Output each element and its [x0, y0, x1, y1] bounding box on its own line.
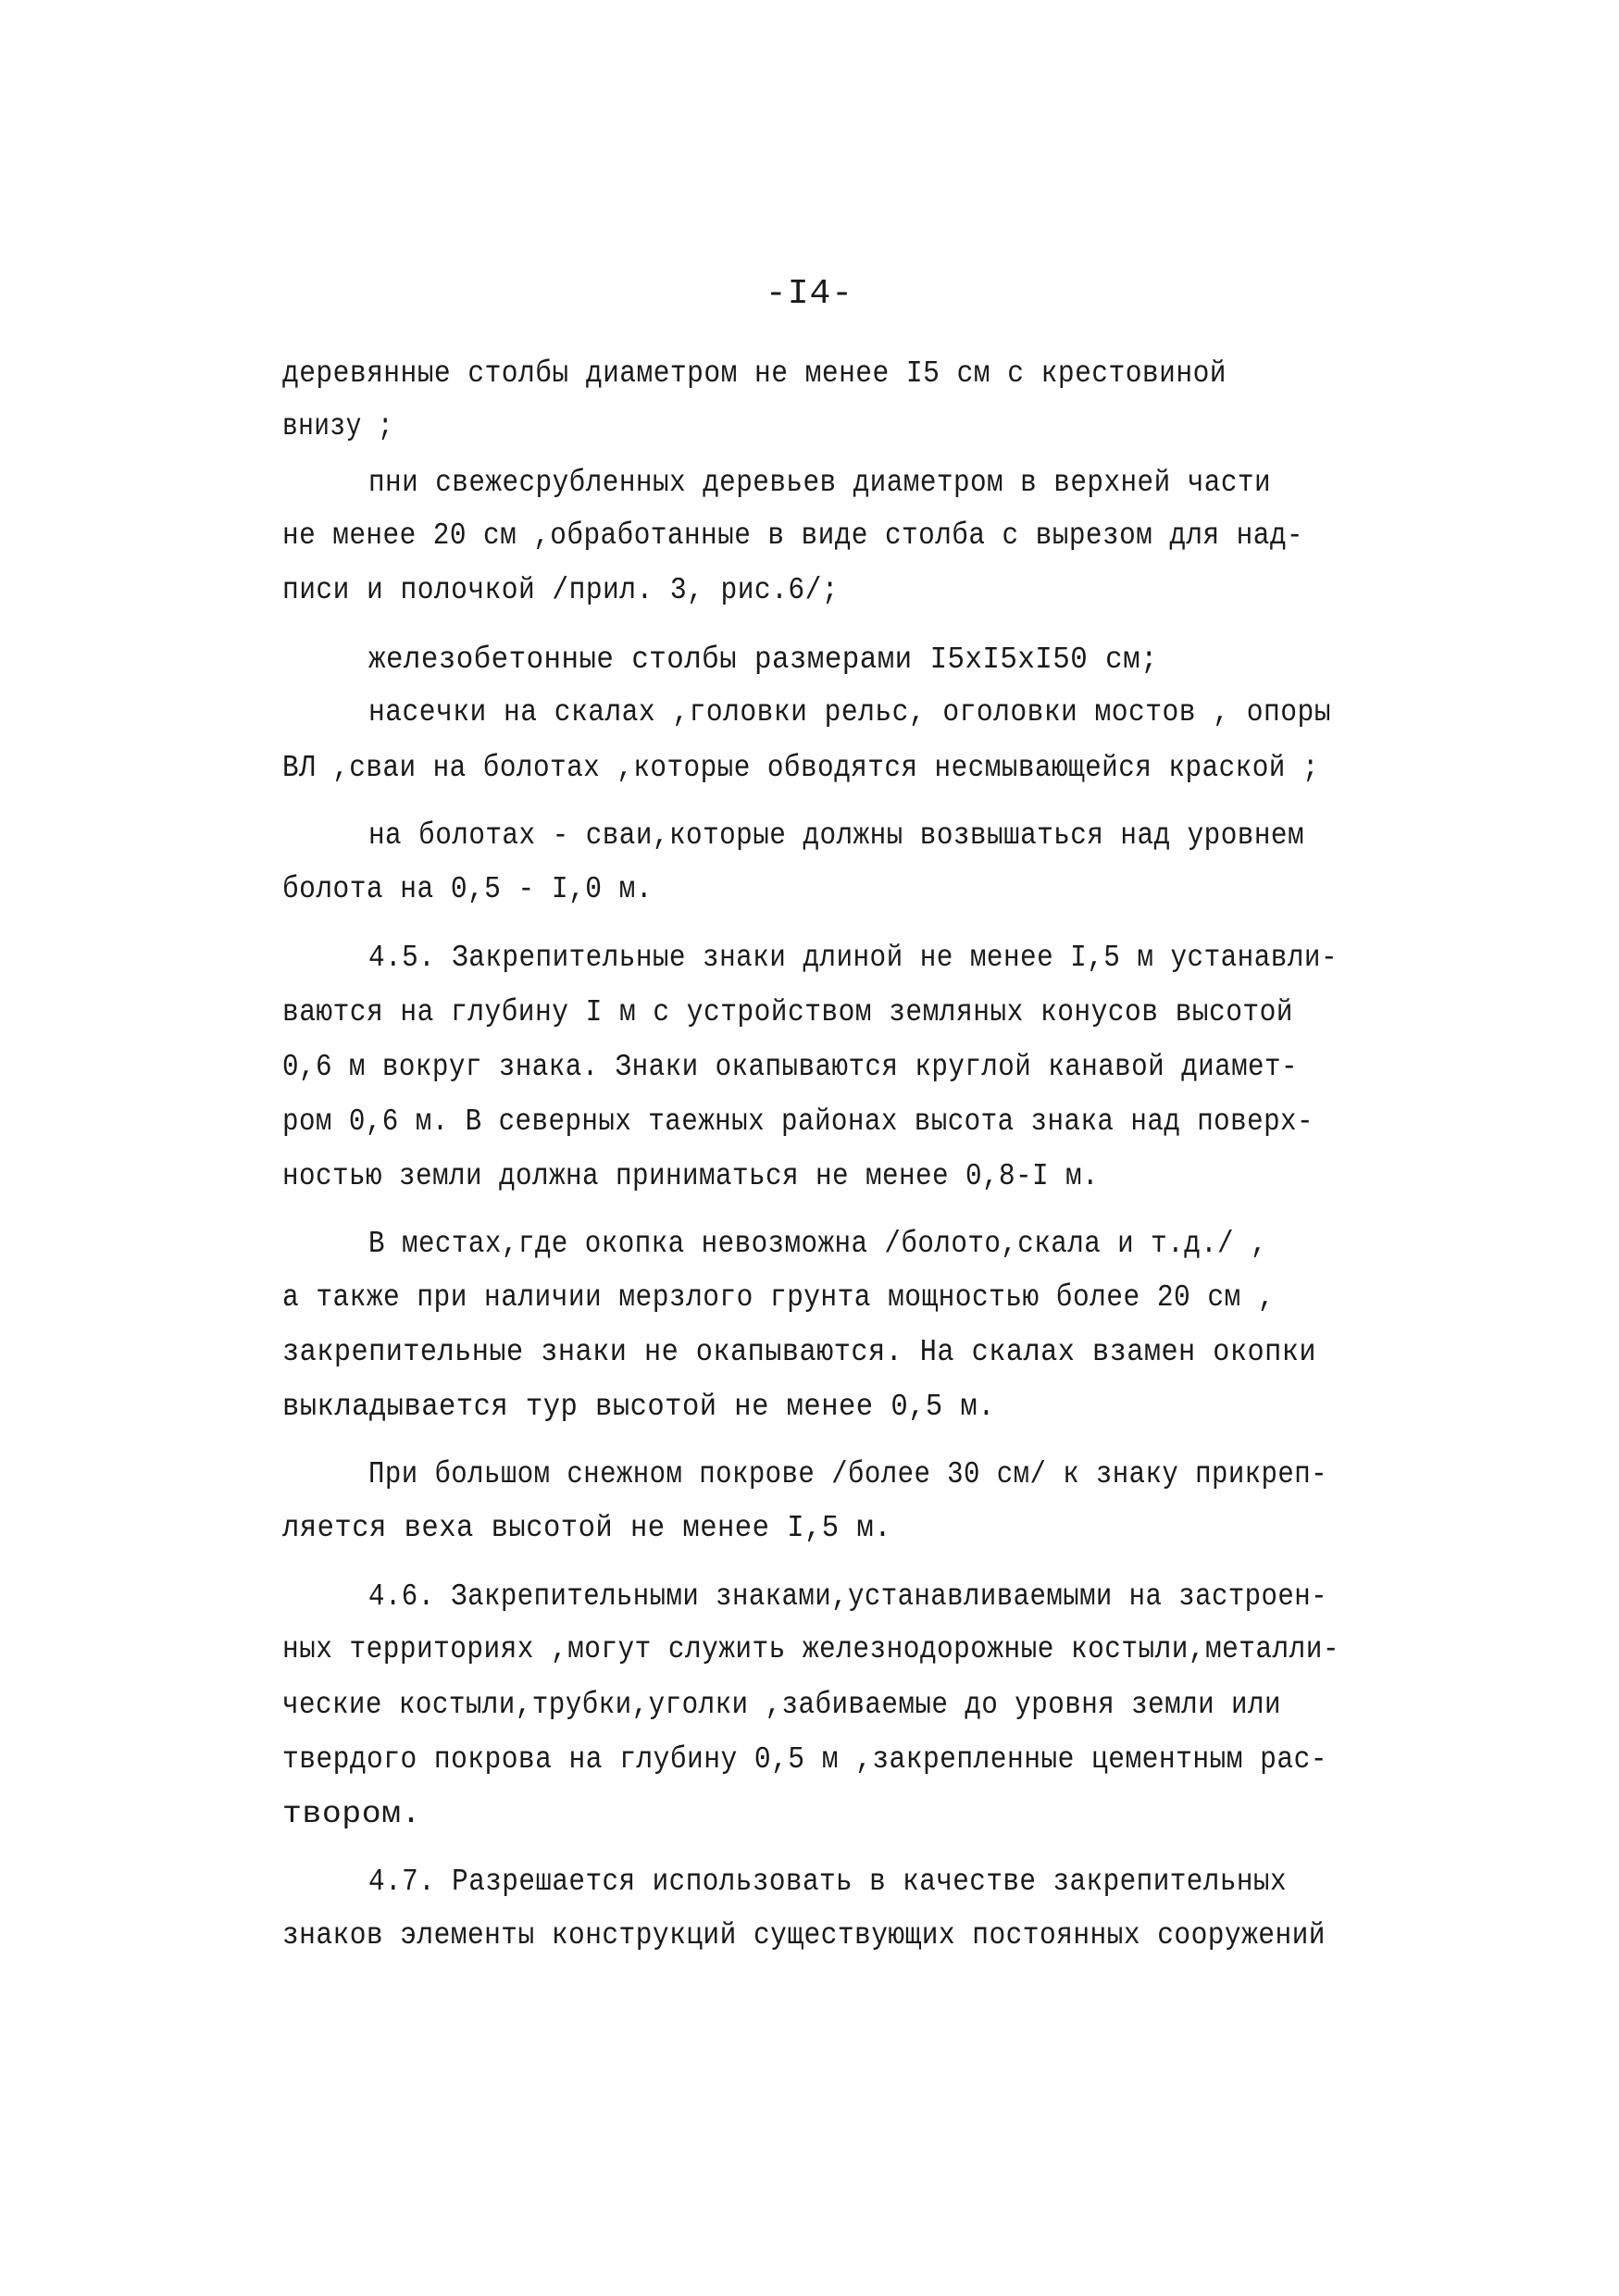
text-line: деревянные столбы диаметром не менее I5 см с крестовиной — [282, 356, 1227, 391]
text-line: ностью земли должна приниматься не менее 0,8-I м. — [282, 1159, 1099, 1193]
text-line: твердого покрова на глубину 0,5 м ,закрепленные цементным рас- — [282, 1742, 1327, 1777]
text-line: 4.5. Закрепительные знаки длиной не менее I,5 м устанавли- — [368, 941, 1338, 975]
text-line: болота на 0,5 - I,0 м. — [282, 872, 653, 906]
text-line: 0,6 м вокруг знака. Знаки окапываются круглой канавой диамет- — [282, 1050, 1298, 1084]
text-line: внизу ; — [282, 409, 393, 443]
text-line: а также при наличии мерзлого грунта мощностью более 20 см , — [282, 1280, 1275, 1315]
text-line: железобетонные столбы размерами I5xI5xI50 см; — [368, 643, 1158, 677]
text-line: ных территориях ,могут служить железнодорожные костыли,металли- — [282, 1632, 1339, 1666]
text-line: закрепительные знаки не окапываются. На скалах взамен окопки — [282, 1335, 1316, 1369]
text-line: ром 0,6 м. В северных таежных районах высота знака над поверх- — [282, 1104, 1314, 1139]
text-line: ваются на глубину I м с устройством земляных конусов высотой — [282, 995, 1293, 1029]
text-line: выкладывается тур высотой не менее 0,5 м. — [282, 1390, 995, 1424]
text-line: В местах,где окопка невозможна /болото,скала и т.д./ , — [368, 1227, 1267, 1261]
text-line: При большом снежном покрове /более 30 см/ к знаку прикреп- — [368, 1457, 1327, 1491]
text-line: ческие костыли,трубки,уголки ,забиваемые до уровня земли или — [282, 1688, 1281, 1722]
text-line: 4.6. Закрепительными знаками,устанавливаемыми на застроен- — [368, 1579, 1327, 1614]
text-line: не менее 20 см ,обработанные в виде столба с вырезом для над- — [282, 518, 1303, 553]
text-line: писи и полочкой /прил. 3, рис.6/; — [282, 573, 839, 607]
text-line: насечки на скалах ,головки рельс, оголовки мостов , опоры — [368, 695, 1331, 730]
text-line: 4.7. Разрешается использовать в качестве закрепительных — [368, 1865, 1287, 1899]
text-line: знаков элементы конструкций существующих постоянных сооружений — [282, 1918, 1326, 1953]
text-line: пни свежесрубленных деревьев диаметром в верхней части — [368, 466, 1271, 500]
text-line: ВЛ ,сваи на болотах ,которые обводятся несмывающейся краской ; — [282, 751, 1319, 785]
text-line: твором. — [282, 1797, 421, 1831]
page-number: -I4- — [765, 274, 854, 314]
text-line: на болотах - сваи,которые должны возвышаться над уровнем — [368, 818, 1304, 853]
text-line: ляется веха высотой не менее I,5 м. — [282, 1511, 891, 1545]
